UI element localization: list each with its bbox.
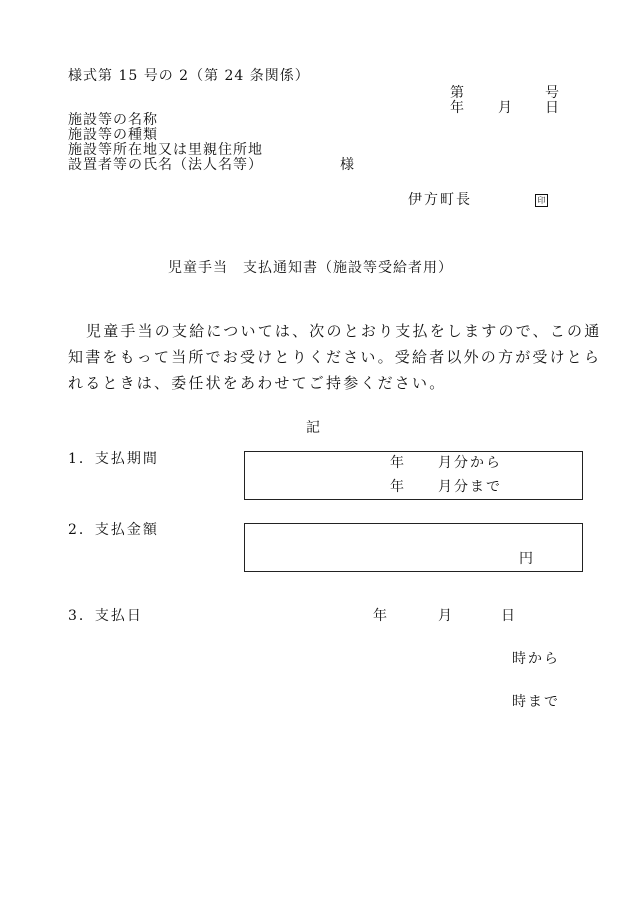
payment-time-from: 時から [512, 651, 560, 667]
period-to-month: 月分まで [438, 479, 502, 495]
period-from-month: 月分から [438, 455, 502, 471]
period-to-year: 年 [390, 479, 406, 495]
form-number: 様式第 15 号の 2（第 24 条関係） [68, 68, 310, 84]
period-from-year: 年 [390, 455, 406, 471]
payment-date-month: 月 [438, 608, 452, 624]
body-text-line: れるときは、委任状をあわせてご持参ください。 [68, 374, 447, 392]
payment-amount-label: 2．支払金額 [68, 522, 159, 538]
ki-heading: 記 [306, 420, 320, 436]
payment-date-label: 3．支払日 [68, 608, 143, 624]
issuer-title: 伊方町長 [408, 192, 472, 208]
issue-date-year: 年 [450, 100, 464, 116]
body-text-line: 知書をもって当所でお受けとりください。受給者以外の方が受けとら [68, 348, 602, 366]
amount-unit: 円 [519, 551, 535, 567]
payment-date-day: 日 [501, 608, 515, 624]
founder-name-label: 設置者等の氏名（法人名等） [68, 157, 263, 173]
payment-period-label: 1．支払期間 [68, 451, 159, 467]
issue-date-day: 日 [545, 100, 559, 116]
facility-type-label: 施設等の種類 [68, 127, 158, 143]
document-number-suffix: 号 [545, 85, 559, 101]
honorific: 様 [340, 157, 354, 173]
facility-address-label: 施設等所在地又は里親住所地 [68, 142, 263, 158]
body-text-line: 児童手当の支給については、次のとおり支払をしますので、この通 [86, 322, 602, 340]
document-number-prefix: 第 [450, 85, 464, 101]
document-title: 児童手当 支払通知書（施設等受給者用） [168, 260, 453, 276]
seal-mark: 印 [535, 194, 548, 207]
payment-period-box [244, 451, 583, 500]
issue-date-month: 月 [498, 100, 512, 116]
payment-time-to: 時まで [512, 694, 560, 710]
facility-name-label: 施設等の名称 [68, 112, 158, 128]
payment-date-year: 年 [373, 608, 387, 624]
